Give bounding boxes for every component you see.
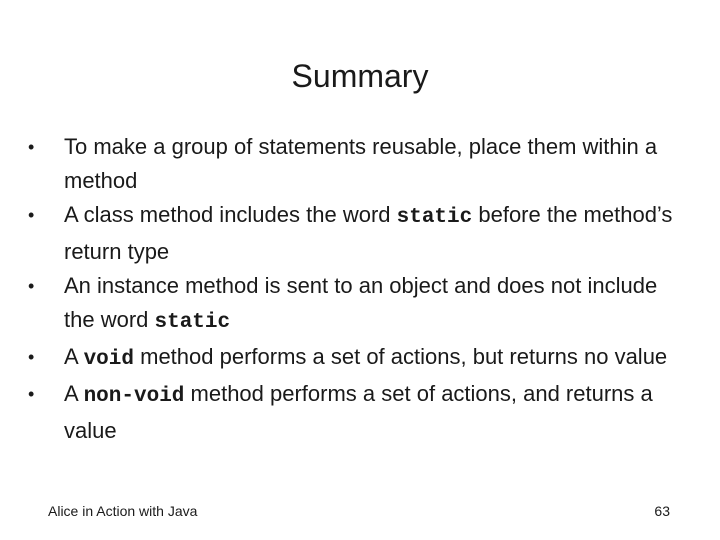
bullet-dot-icon: • — [28, 205, 35, 225]
bullet-item — [0, 340, 720, 377]
bullet-dot-icon: • — [28, 384, 35, 404]
bullet-text: A — [64, 381, 84, 406]
bullet-item — [0, 269, 720, 340]
page-number: 63 — [654, 503, 670, 519]
bullet-item — [0, 377, 720, 448]
code-keyword: non-void — [83, 385, 185, 408]
footer-course-title: Alice in Action with Java — [48, 503, 198, 519]
bullet-text: To make a group of statements reusable, place them within a method — [64, 134, 658, 193]
code-keyword: void — [83, 348, 134, 371]
bullet-text: before the method’s return type — [64, 202, 673, 264]
bullet-dot-icon: • — [28, 347, 35, 367]
bullet-dot-icon: • — [28, 137, 35, 157]
bullet-item — [0, 198, 720, 269]
bullet-list — [0, 130, 720, 448]
code-keyword: static — [396, 206, 473, 229]
code-keyword: static — [154, 311, 231, 334]
bullet-text: A class method includes the word — [64, 202, 397, 227]
bullet-dot-icon: • — [28, 276, 35, 296]
bullet-text: A — [64, 344, 84, 369]
bullet-item — [0, 130, 720, 198]
bullet-text: An instance method is sent to an object and does not include the word — [64, 273, 658, 332]
bullet-text: method performs a set of actions, but returns no value — [134, 344, 668, 369]
bullet-text: method performs a set of actions, and returns a value — [64, 381, 653, 443]
slide-title: Summary — [291, 58, 429, 94]
